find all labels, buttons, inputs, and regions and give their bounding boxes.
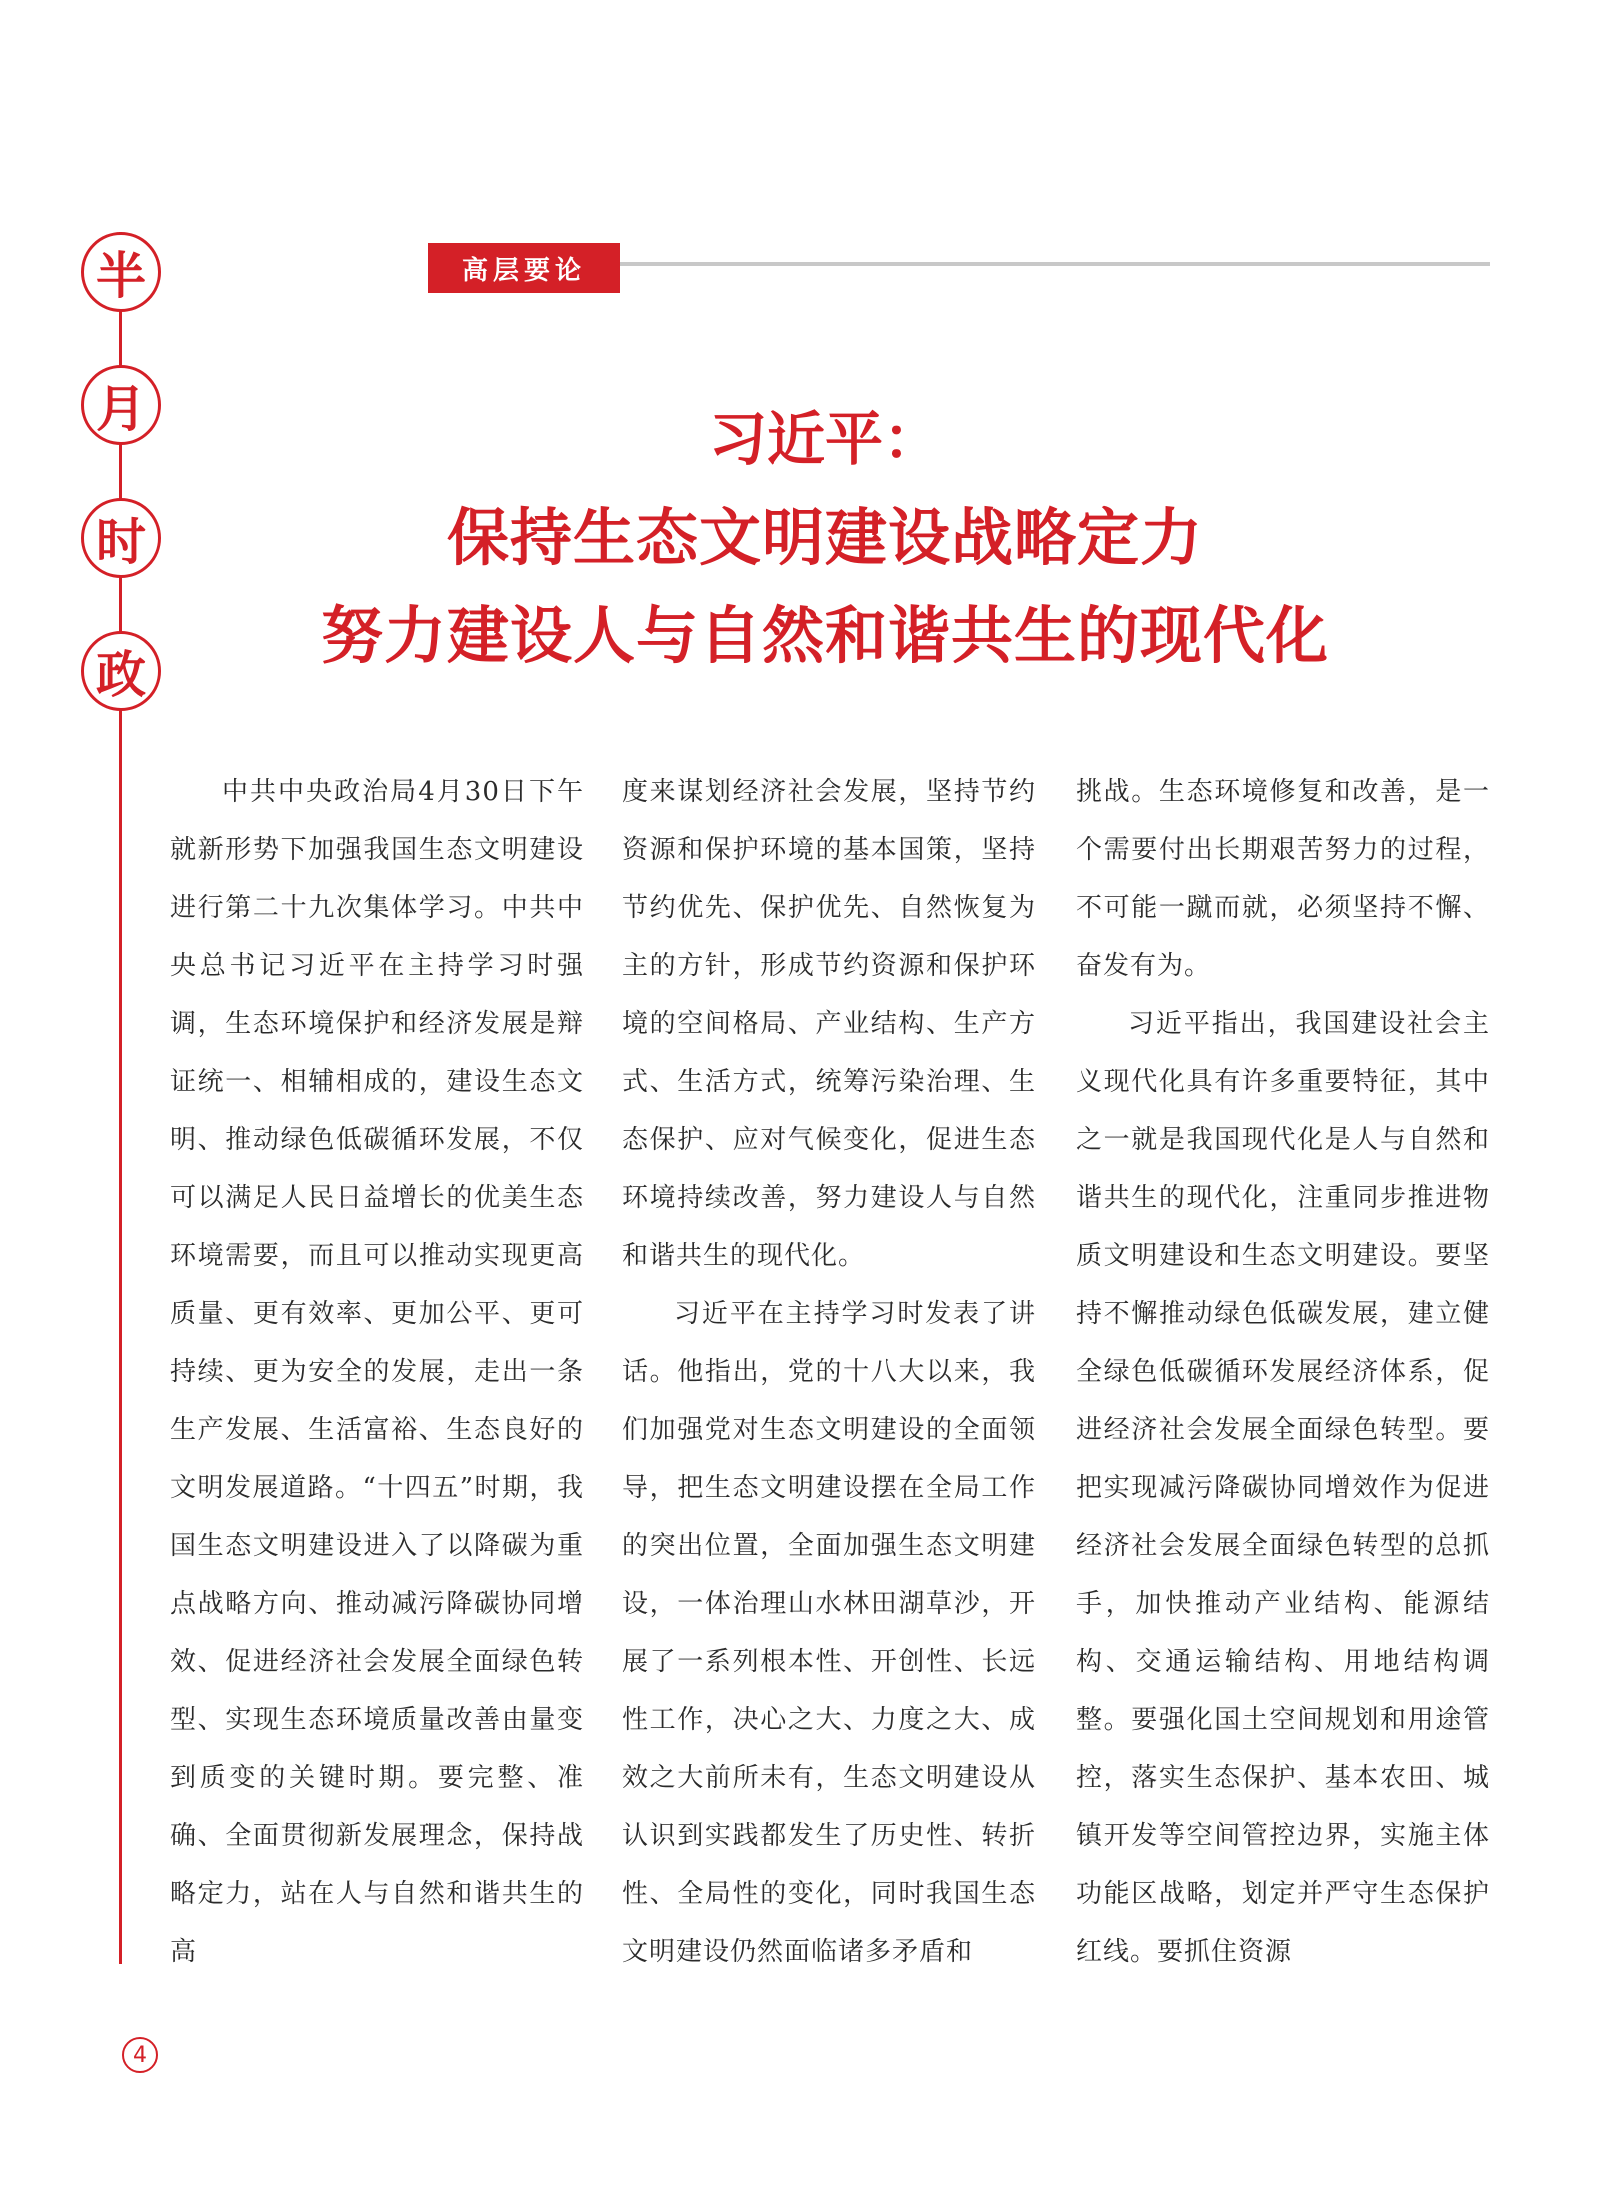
masthead-line <box>119 232 122 1964</box>
headline-title-line-2: 努力建设人与自然和谐共生的现代化 <box>320 599 1329 672</box>
article-body <box>170 763 1490 1983</box>
page-number: 4 <box>122 2037 158 2073</box>
masthead <box>80 232 162 764</box>
masthead-char-2: 月 <box>81 365 161 445</box>
paragraph-continued: 度来谋划经济社会发展，坚持节约资源和保护环境的基本国策，坚持节约优先、保护优先、自然恢复为主的方针，形成节约资源和保护环境的空间格局、产业结构、生产方式、生活方式，统筹污染治理、生态保护、应对气候变化，促进生态环境持续改善，努力建设人与自然和谐共生的现代化。 <box>622 777 1036 1271</box>
paragraph-continued: 挑战。生态环境修复和改善，是一个需要付出长期艰苦努力的过程，不可能一蹴而就，必须坚持不懈、奋发有为。 <box>1076 777 1490 981</box>
masthead-char-4: 政 <box>81 631 161 711</box>
masthead-char-3: 时 <box>81 498 161 578</box>
paragraph: 中共中央政治局4月30日下午就新形势下加强我国生态文明建设进行第二十九次集体学习。中共中央总书记习近平在主持学习时强调，生态环境保护和经济发展是辩证统一、相辅相成的，建设生态文明、推动绿色低碳循环发展，不仅可以满足人民日益增长的优美生态环境需要，而且可以推动实现更高质量、更有效率、更加公平、更可持续、更为安全的发展，走出一条生产发展、生活富裕、生态良好的文明发展道路。“十四五”时期，我国生态文明建设进入了以降碳为重点战略方向、推动减污降碳协同增效、促进经济社会发展全面绿色转型、实现生态环境质量改善由量变到质变的关键时期。要完整、准确、全面贯彻新发展理念，保持战略定力，站在人与自然和谐共生的高 <box>170 777 584 1967</box>
section-tag: 高层要论 <box>428 243 620 293</box>
column-1 <box>170 763 584 1981</box>
section-bar <box>428 243 1490 293</box>
column-3 <box>1076 763 1490 1981</box>
masthead-char-1: 半 <box>81 232 161 312</box>
column-2 <box>622 763 1036 1981</box>
headline-speaker: 习近平： <box>708 405 941 473</box>
headline-title-line-1: 保持生态文明建设战略定力 <box>446 501 1203 574</box>
section-rule <box>620 262 1490 266</box>
paragraph: 习近平在主持学习时发表了讲话。他指出，党的十八大以来，我们加强党对生态文明建设的全面领导，把生态文明建设摆在全局工作的突出位置，全面加强生态文明建设，一体治理山水林田湖草沙，开展了一系列根本性、开创性、长远性工作，决心之大、力度之大、成效之大前所未有，生态文明建设从认识到实践都发生了历史性、转折性、全局性的变化，同时我国生态文明建设仍然面临诸多矛盾和 <box>622 1299 1036 1967</box>
paragraph: 习近平指出，我国建设社会主义现代化具有许多重要特征，其中之一就是我国现代化是人与自然和谐共生的现代化，注重同步推进物质文明建设和生态文明建设。要坚持不懈推动绿色低碳发展，建立健全绿色低碳循环发展经济体系，促进经济社会发展全面绿色转型。要把实现减污降碳协同增效作为促进经济社会发展全面绿色转型的总抓手，加快推动产业结构、能源结构、交通运输结构、用地结构调整。要强化国土空间规划和用途管控，落实生态保护、基本农田、城镇开发等空间管控边界，实施主体功能区战略，划定并严守生态保护红线。要抓住资源 <box>1076 1009 1490 1967</box>
